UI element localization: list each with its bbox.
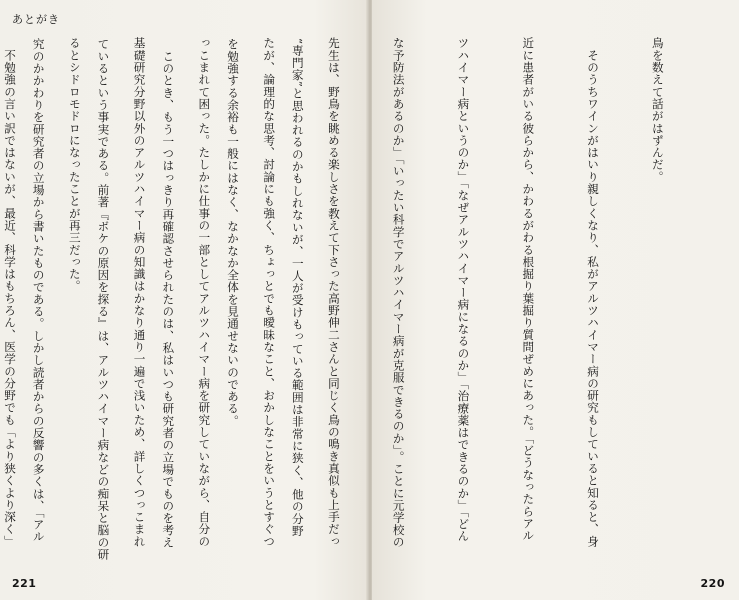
text-line: 不勉強の言い訳ではないが、最近、科学はもちろん、医学の分野でも「より狭くより深く」 — [3, 37, 17, 548]
text-line: 先生は、野鳥を眺める楽しさを教えて下さった高野伸二さんと同じく鳥の鳴き真似も上手だっ — [326, 37, 341, 548]
text-line: 基礎研究分野以外のアルツハイマー病の知識はかなり通り一遍で浅いため、詳しくつっこまれ — [132, 37, 147, 548]
right-page-body — [0, 37, 711, 579]
text-line: 究のかかわりを研究者の立場から書いたものである。しかし読者からの反響の多くは、「アル — [31, 38, 46, 543]
text-line: 近に患者がいる彼らから、かわるがわる根掘り葉掘り質問ぜめにあった。「どうなったらアル — [521, 37, 536, 542]
text-line: たが、論理的な思考、討論にも強く、ちょっとでも曖昧なこと、おかしなことをいうとすぐつ — [262, 37, 277, 548]
text-line: るとシドロモドロになったことが再三だった。 — [67, 37, 82, 293]
text-line: っこまれて困った。たしかに仕事の一部としてアルツハイマー病を研究していながら、自分の — [197, 37, 212, 548]
text-line: そのうちワインがはいり親しくなり、私がアルツハイマー病の研究もしていると知ると、身 — [586, 37, 601, 548]
text-line: ツハイマー病というのか」「なぜアルツハイマー病になるのか」「治療薬はできるのか」「どん — [456, 37, 471, 543]
text-line: な予防法があるのか」「いったい科学でアルツハイマー病が克服できるのか」。ことに元学校の — [391, 37, 406, 548]
text-line: “専門家”と思われるのかもしれないが、一人が受けもっている範囲は非常に狭く、他の分野 — [290, 38, 305, 537]
page-number-left: 221 — [12, 577, 37, 590]
text-line: ているという事実である。前著『ボケの原因を探る』は、アルツハイマー病などの痴呆と脳の研 — [96, 38, 111, 561]
text-line: 鳥を数えて話がはずんだ。 — [650, 37, 665, 183]
text-line: を勉強する余裕も一般にはなく、なかなか全体を見通せないのである。 — [226, 38, 241, 427]
running-head: あとがき — [12, 13, 60, 26]
text-line: このとき、もう一つはっきり再確認させられたのは、私はいつも研究者の立場でものを考え — [161, 38, 176, 549]
page-number-right: 220 — [700, 577, 725, 590]
